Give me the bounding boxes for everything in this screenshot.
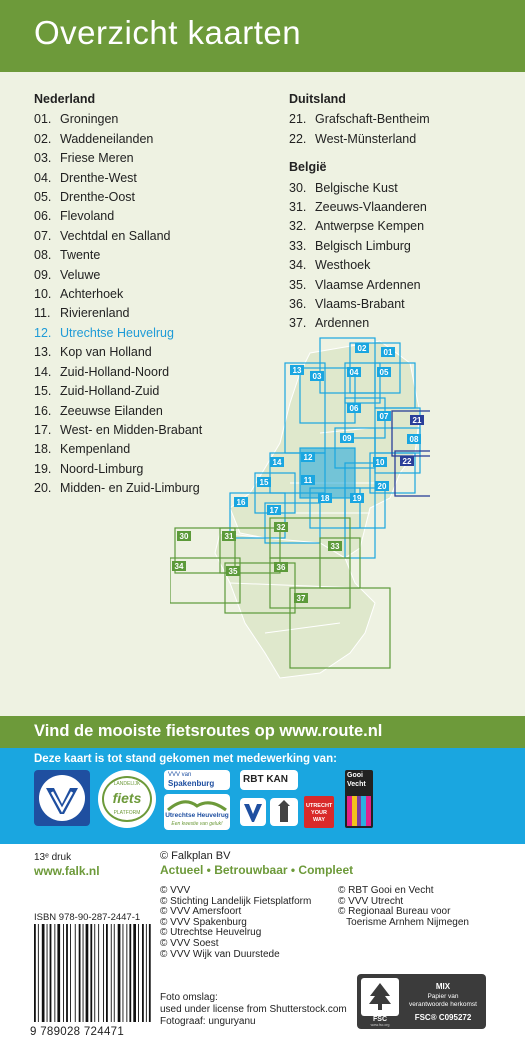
map-number: 17. (34, 422, 52, 437)
map-number: 15. (34, 384, 52, 399)
map-list-item (34, 110, 202, 129)
map-name: Belgische Kust (315, 180, 398, 195)
fsc-code: FSC® C095272 (414, 1013, 472, 1022)
map-label: 18 (320, 494, 330, 503)
credit-line: © VVV Soest (160, 937, 219, 949)
gooi-text: Gooi (347, 772, 363, 779)
fsc-url: www.fsc.org (370, 1023, 390, 1027)
map-list-item (289, 130, 430, 149)
map-label: 03 (312, 372, 322, 381)
credit-line: Toerisme Arnhem Nijmegen (338, 916, 469, 928)
credit-line: © VVV Amersfoort (160, 906, 242, 918)
map-list-item (289, 314, 430, 333)
barcode-digits: 9 789028 724471 (30, 1026, 125, 1038)
map-label: 34 (174, 562, 184, 571)
map-number: 03. (34, 151, 52, 166)
map-number: 19. (34, 461, 52, 476)
map-list-item (34, 207, 202, 226)
map-name: Ardennen (315, 316, 370, 331)
map-name: Midden- en Zuid-Limburg (60, 481, 200, 496)
map-list-item (289, 217, 430, 236)
overview-map (170, 333, 430, 683)
credit-line: © VVV Utrecht (338, 895, 404, 907)
spakenburg-text: Spakenburg (168, 779, 215, 788)
map-label: 37 (296, 594, 306, 603)
rbt-kan-logo (240, 770, 298, 790)
fsc-label: FSC (373, 1016, 387, 1023)
map-list-item (34, 285, 202, 304)
map-list-item (289, 256, 430, 275)
map-number: 35. (289, 277, 307, 292)
utrecht-your-way-logo (304, 796, 334, 828)
partner-bar (0, 748, 525, 844)
map-name: Westhoek (315, 258, 371, 273)
copyright-list-left (160, 886, 311, 960)
map-label: 02 (357, 344, 367, 353)
credit-line: used under license from Shutterstock.com (160, 1003, 347, 1015)
map-number: 04. (34, 170, 52, 185)
map-name: Waddeneilanden (60, 131, 154, 146)
map-number: 10. (34, 287, 52, 302)
spakenburg-van: VVV van (168, 772, 192, 778)
map-label: 36 (276, 563, 286, 572)
map-list-item (289, 237, 430, 256)
fiets-top: LANDELIJK (113, 781, 141, 787)
map-list-item (289, 276, 430, 295)
heading-duitsland: Duitsland (289, 92, 346, 106)
map-label: 09 (342, 434, 352, 443)
map-number: 01. (34, 112, 52, 127)
list-duitsland-belgie (289, 90, 430, 334)
fsc-mix: MIX (435, 982, 451, 991)
vvv-icon (34, 770, 90, 826)
map-number: 11. (34, 306, 51, 321)
color-stripes (347, 796, 371, 826)
map-name: Drenthe-West (60, 170, 137, 185)
map-name: West-Münsterland (315, 131, 417, 146)
map-name: Vlaamse Ardennen (315, 277, 421, 292)
vvv-small-icon (240, 798, 266, 826)
map-label: 07 (379, 412, 389, 421)
map-label: 08 (409, 435, 419, 444)
map-label: 04 (349, 368, 359, 377)
map-label: 06 (349, 404, 359, 413)
map-list-item (289, 179, 430, 198)
route-bar (0, 716, 525, 748)
fsc-tree-icon (361, 978, 399, 1016)
map-number: 34. (289, 258, 307, 273)
map-number: 08. (34, 248, 52, 263)
map-name: Antwerpse Kempen (315, 219, 425, 234)
map-label: 05 (379, 368, 389, 377)
route-link-text[interactable]: Vind de mooiste fietsroutes op www.route.nl (34, 722, 383, 740)
utrecht-your-way-text: UTRECHT YOUR WAY (306, 803, 333, 823)
map-name: Kempenland (60, 442, 131, 457)
map-list-item (289, 295, 430, 314)
vvv-spakenburg-logo (164, 770, 230, 790)
map-label: 19 (352, 494, 362, 503)
credit-line: © Utrechtse Heuvelrug (160, 927, 262, 939)
credit-line: Foto omslag: (160, 992, 218, 1003)
map-label: 15 (259, 478, 269, 487)
map-name: Zeeuws-Vlaanderen (315, 200, 427, 215)
partner-heading: Deze kaart is tot stand gekomen met medewerking van: (34, 753, 337, 765)
map-name: Kop van Holland (60, 345, 152, 360)
map-name: Veluwe (60, 267, 101, 282)
map-list-item (34, 188, 202, 207)
map-number: 32. (289, 219, 307, 234)
map-number: 07. (34, 228, 52, 243)
map-name: Flevoland (60, 209, 115, 224)
map-name: Utrechtse Heuvelrug (60, 325, 174, 340)
fietsplatform-logo (98, 770, 156, 828)
map-list-item (34, 266, 202, 285)
map-number: 22. (289, 131, 307, 146)
map-name: Vlaams-Brabant (315, 297, 405, 312)
website-link[interactable]: www.falk.nl (34, 864, 100, 878)
heuvelrug-text: Utrechtse Heuvelrug (165, 812, 229, 819)
map-name: Noord-Limburg (60, 461, 144, 476)
map-label: 16 (236, 498, 246, 507)
credit-line: © VVV Spakenburg (160, 916, 247, 928)
fiets-word: fiets (112, 790, 142, 806)
map-number: 21. (289, 112, 307, 127)
map-list-item (289, 110, 430, 129)
fiets-bottom: PLATFORM (113, 810, 141, 816)
map-number: 09. (34, 267, 52, 282)
map-name: Grafschaft-Bentheim (315, 112, 430, 127)
amersfoort-logo (270, 798, 298, 826)
map-name: West- en Midden-Brabant (60, 422, 203, 437)
slogan: Actueel • Betrouwbaar • Compleet (160, 863, 354, 877)
map-list-item (34, 304, 202, 323)
isbn: ISBN 978-90-287-2447-1 (34, 912, 141, 923)
map-number: 37. (289, 316, 307, 331)
credit-line: © Regionaal Bureau voor (338, 906, 451, 918)
heuvelrug-icon (164, 796, 230, 812)
vvv-logo (34, 770, 90, 826)
map-number: 16. (34, 403, 52, 418)
map-number: 12. (34, 325, 52, 340)
heading-nederland: Nederland (34, 92, 96, 106)
map-number: 05. (34, 190, 52, 205)
rbt-kan-text: RBT KAN (243, 774, 288, 785)
map-name: Rivierenland (60, 306, 130, 321)
map-name: Drenthe-Oost (60, 190, 136, 205)
footer (0, 844, 525, 1050)
map-label: 33 (330, 542, 340, 551)
fsc-badge (357, 974, 486, 1029)
credit-line: © Stichting Landelijk Fietsplatform (160, 895, 312, 907)
map-label: 21 (412, 416, 422, 425)
map-name: Twente (60, 248, 101, 263)
page-title: Overzicht kaarten (34, 14, 302, 51)
edition-label: 13ᵉ druk (34, 852, 72, 863)
map-name: Friese Meren (60, 151, 134, 166)
map-label: 12 (303, 453, 313, 462)
map-number: 31. (289, 200, 307, 215)
map-number: 13. (34, 345, 52, 360)
map-list-item (34, 169, 202, 188)
credit-line: © RBT Gooi en Vecht (338, 885, 434, 896)
map-name: Zuid-Holland-Zuid (60, 384, 160, 399)
map-number: 33. (289, 238, 307, 253)
map-number: 20. (34, 481, 52, 496)
map-label: 13 (292, 366, 302, 375)
fsc-line2: verantwoorde herkomst (409, 1001, 477, 1008)
map-label: 35 (228, 567, 238, 576)
heuvelrug-sub: Een kwestie van geluk! (171, 821, 223, 827)
map-label: 32 (276, 523, 286, 532)
map-name: Belgisch Limburg (315, 238, 411, 253)
map-label: 11 (303, 476, 313, 485)
map-list-item (289, 198, 430, 217)
map-label: 17 (269, 506, 279, 515)
map-label: 30 (179, 532, 189, 541)
map-name: Groningen (60, 112, 119, 127)
credit-line: Fotograaf: unguryanu (160, 1015, 256, 1027)
copyright-list-right (338, 886, 469, 928)
map-list-item (34, 149, 202, 168)
credit-line: © VVV Wijk van Duurstede (160, 948, 280, 960)
map-number: 30. (289, 180, 307, 195)
map-number: 18. (34, 442, 52, 457)
map-number: 36. (289, 297, 307, 312)
vecht-text: Vecht (347, 781, 366, 788)
credit-line: © VVV (160, 885, 191, 896)
fsc-line1: Papier van (427, 993, 459, 1000)
map-list-item (34, 130, 202, 149)
barcode (30, 924, 152, 1024)
utrechtse-heuvelrug-logo (164, 794, 230, 830)
heading-belgie: België (289, 160, 327, 175)
map-name: Achterhoek (60, 287, 124, 302)
map-name: Zeeuwse Eilanden (60, 403, 163, 418)
map-number: 06. (34, 209, 52, 224)
map-label: 10 (375, 458, 385, 467)
map-label: 01 (383, 348, 393, 357)
publisher: © Falkplan BV (160, 850, 231, 862)
map-number: 14. (34, 364, 52, 379)
map-number: 02. (34, 131, 52, 146)
photo-credit (160, 992, 347, 1027)
map-name: Vechtdal en Salland (60, 228, 171, 243)
gooi-vecht-logo (345, 770, 373, 828)
tower-icon (270, 798, 298, 826)
map-label: 31 (224, 532, 234, 541)
map-list-item (34, 227, 202, 246)
title-bar (0, 0, 525, 72)
vvv-small-logo (240, 798, 266, 826)
map-list-item (34, 246, 202, 265)
map-label: 22 (402, 457, 412, 466)
map-label: 14 (272, 458, 282, 467)
map-name: Zuid-Holland-Noord (60, 364, 170, 379)
map-label: 20 (377, 482, 387, 491)
